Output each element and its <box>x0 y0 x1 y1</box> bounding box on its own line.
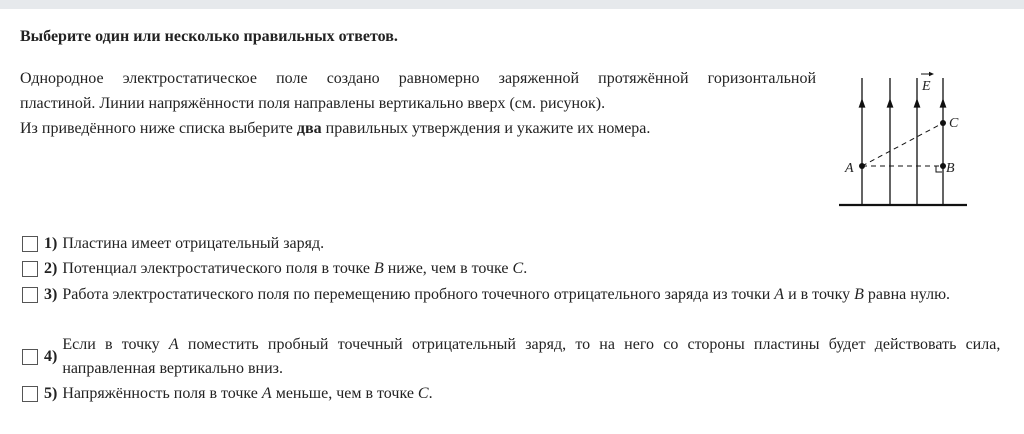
statement-line-2: пластиной. Линии напряжённости поля направлены вертикально вверх (см. рисунок). <box>20 95 606 112</box>
option-number: 2) <box>44 260 58 277</box>
option-text-part: равна нулю. <box>863 286 951 303</box>
answer-checkbox-2[interactable] <box>22 261 38 277</box>
option-text-part: Работа электростатического поля по перемещению пробного точечного отрицательного заряда из точки <box>62 286 775 303</box>
option-text-part: и в точку <box>784 286 855 303</box>
answer-option-4[interactable] <box>22 333 1004 381</box>
option-text-part: Если в точку <box>62 336 169 353</box>
answer-checkbox-3[interactable] <box>22 287 38 303</box>
option-text-part: Потенциал электростатического поля в точке <box>62 260 374 277</box>
option-text: Пластина имеет отрицательный заряд. <box>62 235 325 252</box>
point-c-label: C <box>949 116 959 131</box>
option-text <box>62 333 1000 381</box>
field-arrow-1 <box>860 100 865 107</box>
option-variable: B <box>373 260 384 277</box>
problem-statement <box>20 66 816 141</box>
option-number: 1) <box>44 235 58 252</box>
point-a <box>859 163 865 169</box>
answer-option-1[interactable] <box>22 232 324 256</box>
point-b-label: B <box>946 161 955 176</box>
option-text-part: Напряжённость поля в точке <box>62 385 262 402</box>
vector-arrow-head <box>929 72 934 76</box>
option-variable: C <box>417 385 429 402</box>
dashed-line-ac <box>862 123 943 166</box>
option-number: 3) <box>44 286 58 303</box>
option-text-part: поместить пробный точечный отрицательный заряд, то на него со стороны пластины будет действовать сила, направленная вертикально вниз. <box>62 336 1001 377</box>
option-text-part: ниже, чем в точке <box>383 260 513 277</box>
answer-option-5[interactable] <box>22 382 433 406</box>
point-c <box>940 120 946 126</box>
field-lines <box>860 78 946 205</box>
statement-line-3 <box>20 116 816 141</box>
field-diagram <box>836 70 970 212</box>
statement-line-3-start: Из приведённого ниже списка выберите <box>20 120 297 137</box>
statement-line-1: Однородное электростатическое поле создано равномерно заряженной протяжённой горизонтальной <box>20 70 816 87</box>
option-text <box>62 257 527 281</box>
answer-checkbox-4[interactable] <box>22 349 38 365</box>
option-number: 5) <box>44 385 58 402</box>
point-a-label: A <box>845 161 854 176</box>
option-variable: B <box>854 286 864 303</box>
answer-option-3[interactable] <box>22 283 1004 307</box>
answer-option-2[interactable] <box>22 257 527 281</box>
option-text-part: . <box>428 385 433 402</box>
answer-checkbox-1[interactable] <box>22 236 38 252</box>
field-arrow-2 <box>888 100 893 107</box>
statement-line-3-end: правильных утверждения и укажите их номера. <box>321 120 651 137</box>
statement-emphasis: два <box>296 120 322 137</box>
option-text-part: меньше, чем в точке <box>271 385 418 402</box>
answer-checkbox-5[interactable] <box>22 386 38 402</box>
option-text <box>62 382 432 406</box>
option-variable: C <box>512 260 524 277</box>
option-number: 4) <box>44 348 58 365</box>
option-variable: A <box>168 336 179 353</box>
option-text <box>62 283 1000 307</box>
option-variable: A <box>261 385 272 402</box>
vector-e-label: E <box>922 79 931 94</box>
option-variable: A <box>774 286 785 303</box>
field-arrow-3 <box>915 100 920 107</box>
instruction-heading: Выберите один или несколько правильных ответов. <box>20 28 398 45</box>
option-text-part: . <box>523 260 528 277</box>
field-arrow-4 <box>941 100 946 107</box>
top-bar <box>0 0 1024 9</box>
